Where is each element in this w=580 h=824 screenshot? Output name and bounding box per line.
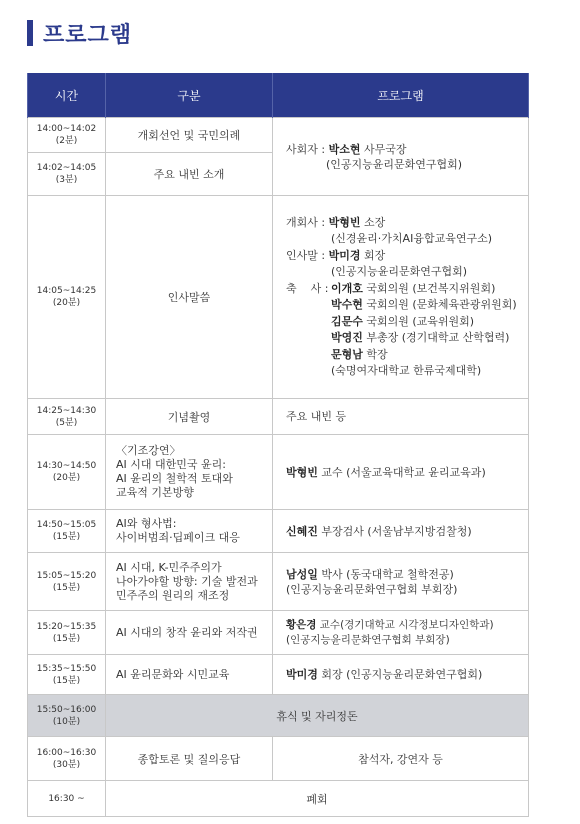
- time-cell: [28, 196, 106, 399]
- category-line: 민주주의 원리의 재조정: [116, 588, 230, 602]
- time-range: 14:30~14:50: [36, 461, 97, 471]
- time-cell: [28, 655, 106, 695]
- program-cell: [273, 655, 529, 695]
- time-cell: [28, 553, 106, 611]
- speaker-detail: 국회의원 (교육위원회): [366, 314, 475, 328]
- speaker-detail: 부총장 (경기대학교 산학협력): [366, 331, 510, 344]
- program-table: [27, 73, 529, 817]
- title-accent-bar: [27, 20, 33, 46]
- category-cell: [106, 435, 273, 510]
- time-range: 14:00~14:02: [36, 124, 97, 134]
- opening-org: (신경윤리·가치AI융합교육연구소): [331, 232, 492, 245]
- category-line: 사이버범죄·딥페이크 대응: [116, 531, 240, 544]
- category-cell: 주요 내빈 소개: [106, 153, 273, 196]
- time-duration: (20분): [52, 298, 81, 308]
- mc-name: 박소현: [328, 142, 361, 156]
- mc-org: (인공지능윤리문화연구협회): [326, 157, 463, 171]
- time-duration: (15분): [52, 633, 81, 644]
- break-cell: 휴식 및 자리정돈: [106, 695, 529, 737]
- table-row-break: [28, 695, 529, 737]
- category-cell: AI 시대의 창작 윤리와 저작권: [106, 611, 273, 655]
- header-time: 시간: [28, 73, 106, 118]
- speaker-detail: 박사 (동국대학교 철학전공): [321, 567, 454, 581]
- time-cell: [28, 399, 106, 435]
- category-line: AI 시대, K-민주주의가: [116, 560, 222, 574]
- time-cell: [28, 118, 106, 153]
- time-duration: (5분): [55, 417, 78, 428]
- mc-title: 사무국장: [363, 142, 407, 156]
- speaker-org: (인공지능윤리문화연구협회 부회장): [286, 633, 450, 646]
- category-cell: AI 윤리문화와 시민교육: [106, 655, 273, 695]
- time-duration: (15분): [52, 675, 81, 686]
- congrats-speaker: [286, 297, 528, 314]
- program-cell: [273, 510, 529, 553]
- opening-label: 개회사 :: [286, 215, 329, 229]
- congrats-speaker: [286, 347, 528, 364]
- time-range: 15:50~16:00: [36, 704, 97, 715]
- page-title: 프로그램: [43, 22, 133, 48]
- welcome-line: [286, 248, 528, 265]
- time-range: 15:35~15:50: [36, 663, 97, 674]
- speaker-name: 박수현: [331, 298, 363, 311]
- category-cell: [106, 553, 273, 611]
- speaker-line: [286, 618, 528, 633]
- welcome-org: (인공지능윤리문화연구협회): [331, 265, 468, 278]
- header-program: 프로그램: [273, 73, 529, 118]
- program-cell: [273, 553, 529, 611]
- program-cell: [273, 196, 529, 399]
- time-duration: (10분): [52, 716, 81, 727]
- speaker-name: 이개호: [331, 281, 363, 295]
- speaker-detail: 교수(경기대학교 시각정보디자인학과): [319, 618, 494, 631]
- program-cell: 참석자, 강연자 등: [273, 737, 529, 781]
- time-duration: (30분): [52, 759, 81, 770]
- table-row: [28, 399, 529, 435]
- congrats-org: (숙명여자대학교 한류국제대학): [331, 364, 482, 377]
- category-cell: [106, 510, 273, 553]
- category-line: 〈기조강연〉: [116, 444, 181, 457]
- table-row: [28, 553, 529, 611]
- congrats-label: 축 사 :: [286, 281, 332, 295]
- table-row: [28, 781, 529, 817]
- speaker-detail: 회장 (인공지능윤리문화연구협회): [321, 668, 483, 681]
- time-cell: [28, 510, 106, 553]
- time-range: 14:05~14:25: [36, 286, 97, 296]
- speaker-name: 박형빈: [286, 465, 318, 479]
- program-cell: [273, 435, 529, 510]
- header-category: 구분: [106, 73, 273, 118]
- speaker-name: 황은경: [286, 618, 317, 631]
- time-duration: (3분): [55, 175, 78, 185]
- time-cell: [28, 695, 106, 737]
- opening-line: [286, 215, 528, 232]
- speaker-name: 남성일: [286, 567, 318, 581]
- speaker-detail: 국회의원 (보건복지위원회): [366, 281, 496, 295]
- time-range: 16:30 ~: [48, 793, 85, 804]
- table-row: [28, 737, 529, 781]
- speaker-detail: 교수 (서울교육대학교 윤리교육과): [321, 465, 486, 479]
- time-cell: [28, 737, 106, 781]
- congrats-line: [286, 281, 528, 298]
- table-row: [28, 510, 529, 553]
- opening-name: 박형빈: [328, 215, 361, 229]
- table-row: [28, 435, 529, 510]
- time-range: 15:05~15:20: [36, 570, 97, 581]
- time-range: 15:20~15:35: [36, 621, 97, 632]
- speaker-name: 신혜진: [286, 524, 318, 538]
- program-cell: [273, 611, 529, 655]
- category-cell: 개회선언 및 국민의례: [106, 118, 273, 153]
- speaker-detail: 부장검사 (서울남부지방검찰청): [321, 524, 472, 538]
- table-row: [28, 611, 529, 655]
- table-row: [28, 655, 529, 695]
- time-cell: [28, 611, 106, 655]
- congrats-speaker: [286, 330, 528, 347]
- time-range: 16:00~16:30: [36, 747, 97, 758]
- table-row: [28, 118, 529, 153]
- time-duration: (2분): [55, 136, 78, 146]
- speaker-line: [286, 567, 528, 582]
- opening-title: 소장: [363, 215, 386, 229]
- page-heading: [27, 18, 132, 48]
- category-line: AI 윤리의 철학적 토대와: [116, 472, 233, 485]
- time-cell: [28, 153, 106, 196]
- time-range: 14:25~14:30: [36, 405, 97, 416]
- category-line: AI 시대 대한민국 윤리:: [116, 458, 226, 471]
- time-duration: (15분): [52, 582, 81, 593]
- category-line: AI와 형사법:: [116, 517, 177, 530]
- program-cell: 주요 내빈 등: [273, 399, 529, 435]
- welcome-title: 회장: [363, 248, 386, 262]
- time-duration: (15분): [52, 532, 81, 542]
- speaker-name: 박영진: [331, 331, 363, 344]
- category-line: 나아가야할 방향: 기술 발전과: [116, 574, 258, 588]
- mc-line: [286, 142, 528, 157]
- closing-cell: 폐회: [106, 781, 529, 817]
- speaker-detail: 학장: [366, 347, 388, 361]
- program-cell: [273, 118, 529, 196]
- speaker-name: 김문수: [331, 314, 363, 328]
- time-duration: (20분): [52, 473, 81, 483]
- category-line: 교육적 기본방향: [116, 486, 194, 499]
- time-cell: [28, 781, 106, 817]
- congrats-speaker: [331, 281, 495, 298]
- mc-label: 사회자 :: [286, 142, 329, 156]
- speaker-org: (인공지능윤리문화연구협회 부회장): [286, 582, 458, 596]
- speaker-detail: 국회의원 (문화체육관광위원회): [366, 298, 517, 311]
- congrats-speaker: [286, 314, 528, 331]
- welcome-label: 인사말 :: [286, 248, 329, 262]
- category-cell: 종합토론 및 질의응답: [106, 737, 273, 781]
- time-range: 14:02~14:05: [36, 163, 97, 173]
- table-header-row: [28, 73, 529, 118]
- speaker-name: 문형남: [331, 347, 363, 361]
- welcome-name: 박미경: [328, 248, 361, 262]
- speaker-name: 박미경: [286, 668, 318, 681]
- category-cell: 기념촬영: [106, 399, 273, 435]
- category-cell: 인사말씀: [106, 196, 273, 399]
- table-row: [28, 196, 529, 399]
- time-cell: [28, 435, 106, 510]
- time-range: 14:50~15:05: [36, 520, 97, 530]
